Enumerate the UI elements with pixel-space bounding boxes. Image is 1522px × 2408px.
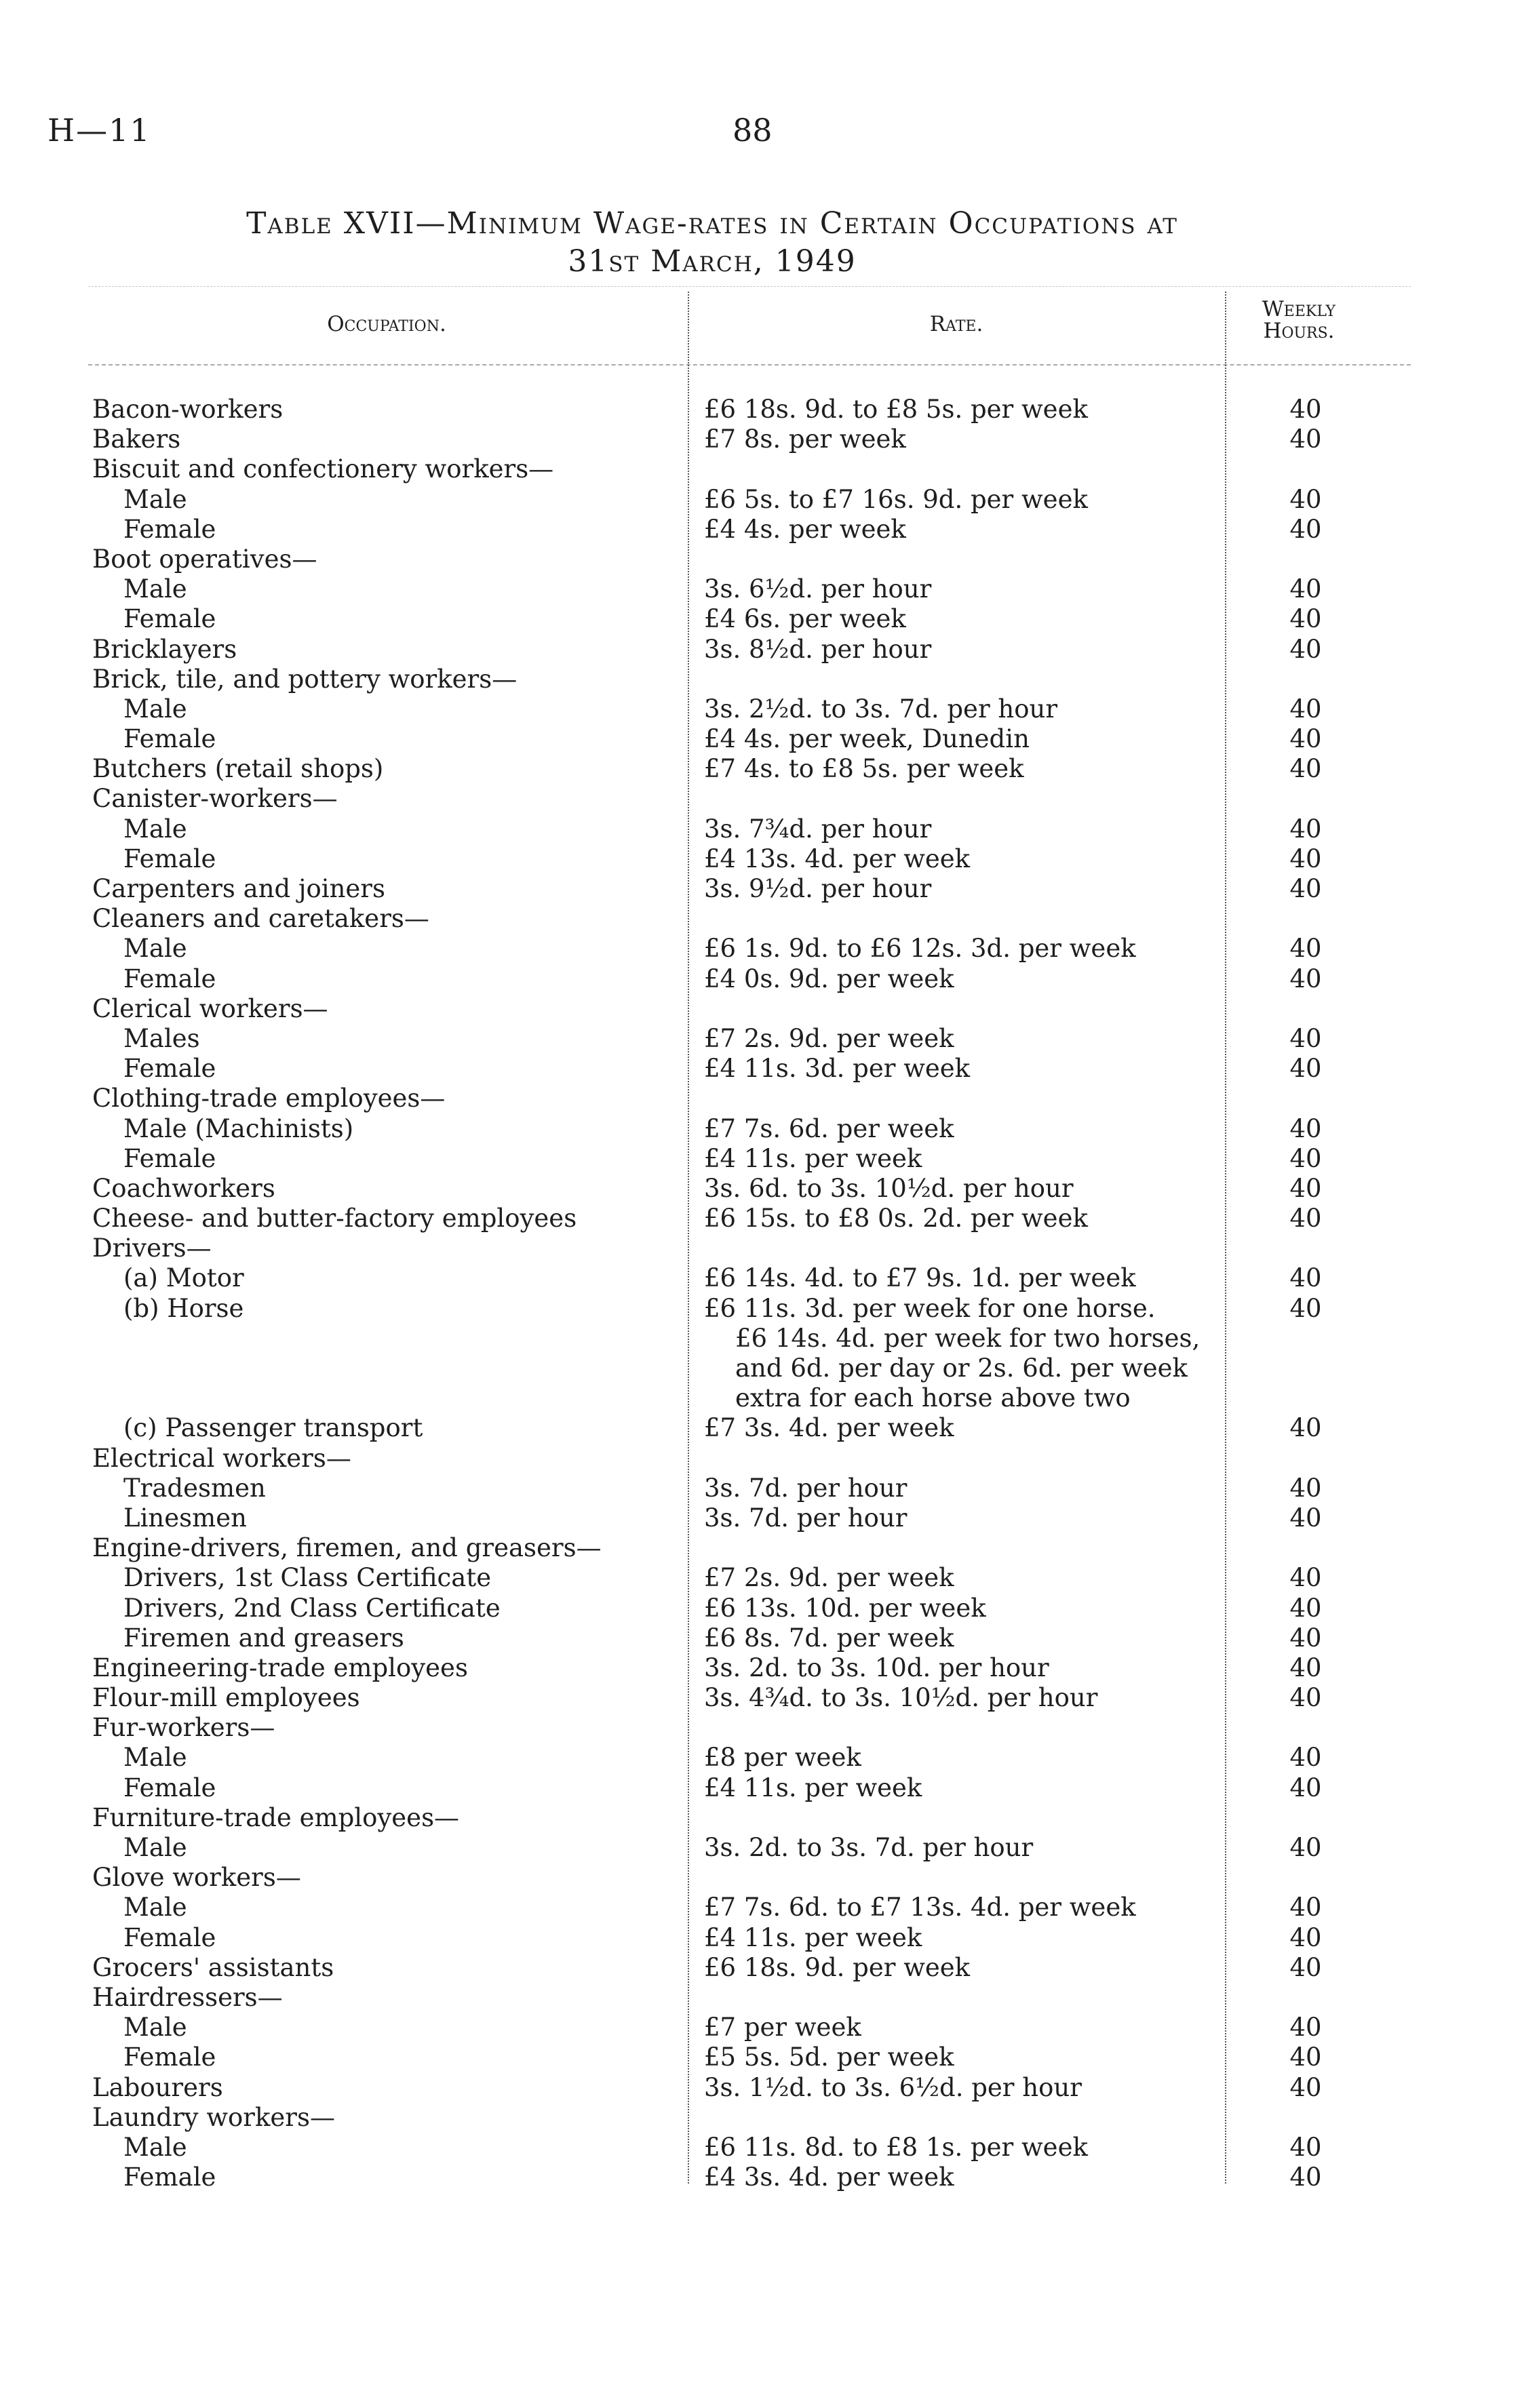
weekly-hours-cell: 40 [1289,1293,1322,1323]
occupation-cell: Female [123,1054,216,1084]
rate-cell: 3s. 6d. to 3s. 10½d. per hour [704,1173,1074,1203]
table-row [0,485,1522,515]
weekly-hours-cell: 40 [1289,1683,1322,1713]
weekly-hours-cell: 40 [1289,1023,1322,1053]
weekly-hours-cell: 40 [1289,1143,1322,1173]
rate-cell: £6 8s. 7d. per week [704,1623,954,1653]
table-row [0,2042,1522,2072]
rate-cell: and 6d. per day or 2s. 6d. per week [735,1354,1188,1383]
rate-cell: £4 4s. per week [704,514,906,544]
table-row [0,1773,1522,1803]
table-row [0,994,1522,1024]
weekly-hours-cell: 40 [1289,964,1322,993]
rate-cell: 3s. 7¾d. per hour [704,814,932,844]
table-row [0,1923,1522,1953]
rate-cell: £6 1s. 9d. to £6 12s. 3d. per week [704,934,1136,964]
occupation-cell: Male [123,574,187,604]
weekly-hours-cell: 40 [1289,1833,1322,1862]
weekly-hours-cell: 40 [1289,484,1322,514]
weekly-hours-cell: 40 [1289,1563,1322,1593]
occupation-cell: Drivers, 1st Class Certificate [123,1563,492,1593]
rate-cell: £6 15s. to £8 0s. 2d. per week [704,1204,1088,1233]
occupation-cell: Butchers (retail shops) [92,754,384,784]
table-row [0,1983,1522,2013]
wage-rates-table-body [0,395,1522,2192]
table-row [0,724,1522,754]
rate-cell: £7 7s. 6d. to £7 13s. 4d. per week [704,1893,1136,1922]
occupation-cell: Bricklayers [92,634,237,664]
weekly-hours-cell: 40 [1289,2072,1322,2102]
occupation-cell: Clerical workers— [92,993,328,1023]
table-row [0,1144,1522,1174]
rate-cell: £4 0s. 9d. per week [704,964,954,993]
occupation-cell: Fur-workers— [92,1713,275,1743]
rate-cell: £4 11s. per week [704,1922,922,1952]
rate-cell: £8 per week [704,1743,861,1773]
table-row [0,665,1522,694]
table-row [0,604,1522,634]
weekly-hours-cell: 40 [1289,1952,1322,1982]
rate-cell: 3s. 6½d. per hour [704,574,932,604]
rate-cell: extra for each horse above two [735,1383,1131,1413]
occupation-cell: Engine-drivers, firemen, and greasers— [92,1533,602,1563]
header-bottom-rule [88,364,1411,366]
table-row [0,1204,1522,1233]
table-row [0,1713,1522,1743]
rate-cell: £6 13s. 10d. per week [704,1593,986,1623]
weekly-hours-cell: 40 [1289,634,1322,664]
weekly-hours-cell: 40 [1289,1922,1322,1952]
occupation-cell: Male [123,814,187,844]
occupation-cell: Female [123,2042,216,2072]
rate-cell: £7 8s. per week [704,425,906,454]
rate-cell: £5 5s. 5d. per week [704,2042,954,2072]
occupation-cell: Carpenters and joiners [92,874,385,903]
table-row [0,2103,1522,2133]
weekly-hours-cell: 40 [1289,754,1322,784]
table-row [0,1383,1522,1413]
occupation-cell: Electrical workers— [92,1443,351,1473]
rate-cell: 3s. 7d. per hour [704,1503,908,1533]
table-row [0,1174,1522,1204]
rate-cell: £7 2s. 9d. per week [704,1023,954,1053]
weekly-hours-cell: 40 [1289,1054,1322,1084]
table-row [0,1084,1522,1113]
table-row [0,1263,1522,1293]
table-row [0,814,1522,844]
table-row [0,784,1522,814]
rate-cell: £4 3s. 4d. per week [704,2163,954,2192]
weekly-hours-cell: 40 [1289,604,1322,634]
weekly-hours-cell: 40 [1289,1743,1322,1773]
table-row [0,1953,1522,1983]
occupation-cell: Canister-workers— [92,784,338,814]
rate-cell: £6 18s. 9d. per week [704,1952,971,1982]
occupation-cell: Drivers, 2nd Class Certificate [123,1593,501,1623]
occupation-cell: Female [123,724,216,754]
table-row [0,1833,1522,1863]
weekly-hours-cell: 40 [1289,1413,1322,1443]
table-row [0,2133,1522,2163]
weekly-hours-cell: 40 [1289,2163,1322,2192]
occupation-cell: Male [123,934,187,964]
occupation-cell: Furniture-trade employees— [92,1802,460,1832]
occupation-cell: Female [123,1922,216,1952]
occupation-cell: Male [123,1893,187,1922]
table-row [0,1563,1522,1593]
rate-cell: 3s. 1½d. to 3s. 6½d. per hour [704,2072,1082,2102]
occupation-cell: (b) Horse [123,1293,244,1323]
rate-cell: £4 11s. 3d. per week [704,1054,971,1084]
table-row [0,1054,1522,1084]
weekly-hours-cell: 40 [1289,395,1322,424]
rate-cell: £4 13s. 4d. per week [704,844,971,873]
rate-cell: £6 11s. 8d. to £8 1s. per week [704,2132,1088,2162]
rate-cell: 3s. 7d. per hour [704,1473,908,1503]
occupation-cell: Linesmen [123,1503,247,1533]
weekly-hours-cell: 40 [1289,1773,1322,1802]
weekly-hours-cell: 40 [1289,1263,1322,1293]
occupation-cell: Bacon-workers [92,395,284,424]
table-row [0,1653,1522,1683]
table-row [0,934,1522,964]
occupation-cell: Firemen and greasers [123,1623,404,1653]
occupation-cell: Glove workers— [92,1863,301,1893]
weekly-hours-cell: 40 [1289,574,1322,604]
occupation-cell: Female [123,844,216,873]
table-row [0,1474,1522,1503]
weekly-hours-cell: 40 [1289,844,1322,873]
occupation-cell: Male [123,484,187,514]
occupation-cell: Flour-mill employees [92,1683,360,1713]
rate-cell: 3s. 2½d. to 3s. 7d. per hour [704,694,1058,724]
rate-cell: £6 5s. to £7 16s. 9d. per week [704,484,1088,514]
rate-cell: £4 6s. per week [704,604,906,634]
occupation-cell: Labourers [92,2072,223,2102]
table-row [0,1024,1522,1054]
rate-cell: 3s. 2d. to 3s. 7d. per hour [704,1833,1034,1862]
occupation-cell: Female [123,1773,216,1802]
table-title [136,205,1289,281]
occupation-cell: Clothing-trade employees— [92,1084,446,1113]
table-row [0,844,1522,874]
occupation-cell: Hairdressers— [92,1982,283,2012]
table-row [0,454,1522,484]
occupation-cell: Female [123,604,216,634]
table-row [0,1324,1522,1354]
table-row [0,904,1522,934]
rate-cell: £4 11s. per week [704,1143,922,1173]
rate-cell: 3s. 2d. to 3s. 10d. per hour [704,1653,1049,1682]
rate-cell: 3s. 4¾d. to 3s. 10½d. per hour [704,1683,1098,1713]
rate-cell: £7 per week [704,2013,861,2042]
occupation-cell: Female [123,514,216,544]
table-row [0,425,1522,454]
occupation-cell: Female [123,1143,216,1173]
table-row [0,1533,1522,1563]
occupation-cell: Male [123,1833,187,1862]
rate-cell: £6 18s. 9d. to £8 5s. per week [704,395,1088,424]
occupation-cell: Brick, tile, and pottery workers— [92,664,518,694]
occupation-cell: Drivers— [92,1233,212,1263]
table-row [0,2013,1522,2042]
table-row [0,1354,1522,1383]
weekly-hours-cell: 40 [1289,2042,1322,2072]
occupation-cell: Laundry workers— [92,2102,335,2132]
occupation-cell: Cheese- and butter-factory employees [92,1204,577,1233]
table-row [0,635,1522,665]
rate-cell: £7 3s. 4d. per week [704,1413,954,1443]
rate-cell: £4 4s. per week, Dunedin [704,724,1030,754]
table-row [0,1294,1522,1324]
occupation-cell: Bakers [92,425,181,454]
column-header-rate: Rate. [929,312,983,336]
weekly-hours-cell: 40 [1289,1503,1322,1533]
rate-cell: £7 7s. 6d. per week [704,1113,954,1143]
table-row [0,1743,1522,1773]
occupation-cell: Female [123,964,216,993]
table-title-line-2: 31st March, 1949 [568,244,857,279]
occupation-cell: Male [123,694,187,724]
occupation-cell: Cleaners and caretakers— [92,904,429,934]
rate-cell: £6 14s. 4d. to £7 9s. 1d. per week [704,1263,1136,1293]
occupation-cell: Male [123,2013,187,2042]
weekly-hours-cell: 40 [1289,1593,1322,1623]
occupation-cell: Tradesmen [123,1473,266,1503]
occupation-cell: Female [123,2163,216,2192]
rate-cell: £7 2s. 9d. per week [704,1563,954,1593]
table-row [0,1413,1522,1443]
weekly-hours-cell: 40 [1289,874,1322,903]
weekly-hours-cell: 40 [1289,2132,1322,2162]
document-reference: H—11 [47,112,151,149]
occupation-cell: Male [123,2132,187,2162]
table-row [0,1893,1522,1922]
page-number: 88 [733,112,773,149]
table-row [0,395,1522,425]
table-title-line-1: Table XVII—Minimum Wage-rates in Certain Occupations at [246,206,1178,241]
weekly-hours-cell: 40 [1289,1623,1322,1653]
table-row [0,964,1522,994]
rate-cell: £7 4s. to £8 5s. per week [704,754,1024,784]
weekly-hours-cell: 40 [1289,1653,1322,1682]
weekly-hours-cell: 40 [1289,1173,1322,1203]
occupation-cell: Male (Machinists) [123,1113,354,1143]
rate-cell: £6 14s. 4d. per week for two horses, [735,1323,1201,1353]
table-row [0,1683,1522,1713]
occupation-cell: Grocers' assistants [92,1952,334,1982]
rate-cell: 3s. 9½d. per hour [704,874,932,903]
table-row [0,1444,1522,1474]
table-row [0,515,1522,545]
weekly-hours-cell: 40 [1289,425,1322,454]
table-row [0,1623,1522,1653]
occupation-cell: Males [123,1023,200,1053]
weekly-hours-cell: 40 [1289,1473,1322,1503]
column-header-weekly-hours: Weekly Hours. [1262,297,1336,343]
occupation-cell: Coachworkers [92,1173,275,1203]
weekly-hours-cell: 40 [1289,694,1322,724]
occupation-cell: Engineering-trade employees [92,1653,468,1682]
table-row [0,1503,1522,1533]
weekly-hours-cell: 40 [1289,934,1322,964]
table-row [0,2163,1522,2192]
occupation-cell: Male [123,1743,187,1773]
occupation-cell: (a) Motor [123,1263,244,1293]
weekly-hours-cell: 40 [1289,1893,1322,1922]
weekly-hours-cell: 40 [1289,1113,1322,1143]
occupation-cell: Biscuit and confectionery workers— [92,454,554,484]
table-row [0,1233,1522,1263]
weekly-hours-cell: 40 [1289,724,1322,754]
occupation-cell: Boot operatives— [92,544,317,574]
table-row [0,874,1522,904]
weekly-hours-cell: 40 [1289,514,1322,544]
weekly-hours-cell: 40 [1289,814,1322,844]
table-row [0,545,1522,574]
weekly-hours-cell: 40 [1289,1204,1322,1233]
rate-cell: £4 11s. per week [704,1773,922,1802]
table-row [0,574,1522,604]
rate-cell: 3s. 8½d. per hour [704,634,932,664]
rate-cell: £6 11s. 3d. per week for one horse. [704,1293,1156,1323]
table-row [0,1803,1522,1833]
table-row [0,694,1522,724]
occupation-cell: (c) Passenger transport [123,1413,423,1443]
weekly-hours-cell: 40 [1289,2013,1322,2042]
table-row [0,2073,1522,2103]
table-row [0,754,1522,784]
table-row [0,1863,1522,1893]
table-row [0,1114,1522,1144]
table-row [0,1594,1522,1623]
column-header-occupation: Occupation. [327,312,446,336]
header-top-rule [88,286,1411,287]
